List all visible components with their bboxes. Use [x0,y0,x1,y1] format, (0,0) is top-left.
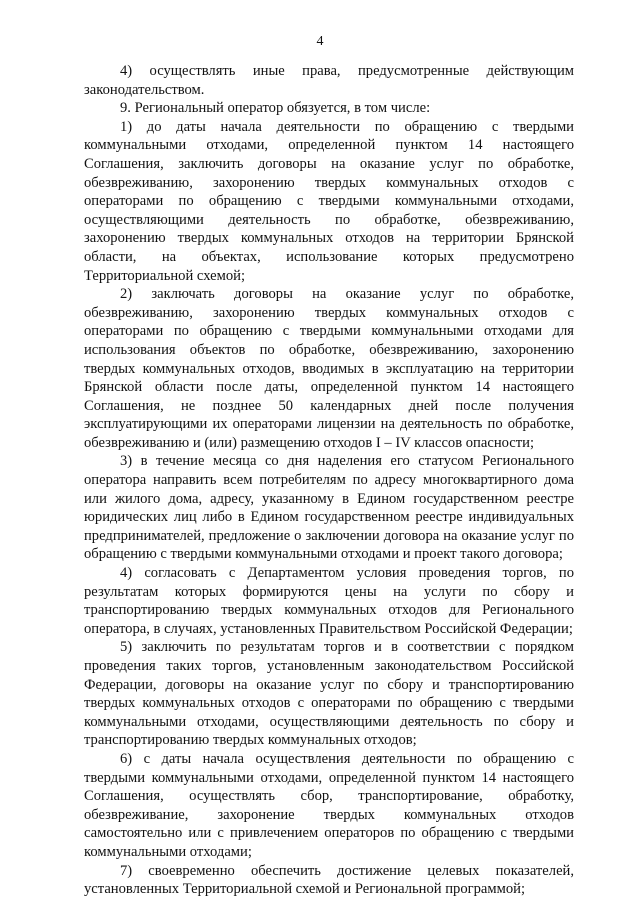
paragraph-obligation-1: 1) до даты начала деятельности по обращению с твердыми коммунальными отходами, определенной пунктом 14 настоящего Соглашения, заключить договоры на оказание услуг по обработке, обезвреживанию, захоронению твердых коммунальных отходов с операторами по обращению с твердыми коммунальными отходами, осуществляющими деятельность по обработке, обезвреживанию, захоронению твердых коммунальных отходов на территории Брянской области, на объектах, использование которых предусмотрено Территориальной схемой; [84,118,574,284]
paragraph-obligation-2: 2) заключать договоры на оказание услуг по обработке, обезвреживанию, захоронению твердых коммунальных отходов с операторами по обращению с твердыми коммунальными отходами для использования объектов по обработке, обезвреживанию, захоронению твердых коммунальных отходов, вводимых в эксплуатацию на территории Брянской области после даты, определенной пунктом 14 настоящего Соглашения, не позднее 50 календарных дней после получения эксплуатирующими их операторами лицензии на деятельность по обработке, обезвреживанию и (или) размещению отходов I – IV классов опасности; [84,286,574,451]
paragraph-obligation-7: 7) своевременно обеспечить достижение целевых показателей, установленных Территориальной схемой и Региональной программой; [84,862,574,898]
paragraph-item-4-rights: 4) осуществлять иные права, предусмотренные действующим законодательством. [84,63,574,98]
paragraph-obligation-5: 5) заключить по результатам торгов и в соответствии с порядком проведения таких торгов, установленным законодательством Российской Федерации, договоры на оказание услуг по сбору и транспортированию твердых коммунальных отходов с операторами по обращению с твердыми коммунальными отходами, осуществляющими деятельность по сбору и транспортированию твердых коммунальных отходов; [84,639,574,749]
document-body [84,62,574,899]
paragraph-obligation-6: 6) с даты начала осуществления деятельности по обращению с твердыми коммунальными отходами, определенной пунктом 14 настоящего Соглашения, осуществлять сбор, транспортирование, обработку, обезвреживание, захоронение твердых коммунальных отходов самостоятельно или с привлечением операторов по обращению с твердыми коммунальными отходами; [84,750,574,860]
paragraph-obligation-3: 3) в течение месяца со дня наделения его статусом Регионального оператора направить всем потребителям по адресу многоквартирного дома или жилого дома, адресу, указанному в Едином государственном реестре юридических лиц либо в Едином государственном реестре индивидуальных предпринимателей, предложение о заключении договора на оказание услуг по обращению с твердыми коммунальными отходами и проект такого договора; [84,453,574,563]
paragraph-obligation-4: 4) согласовать с Департаментом условия проведения торгов, по результатам которых формируются цены на услуги по сбору и транспортированию твердых коммунальных отходов для Регионального оператора, в случаях, установленных Правительством Российской Федерации; [84,565,574,637]
paragraph-section-9-heading: 9. Региональный оператор обязуется, в том числе: [120,100,431,117]
page-number: 4 [316,34,324,49]
